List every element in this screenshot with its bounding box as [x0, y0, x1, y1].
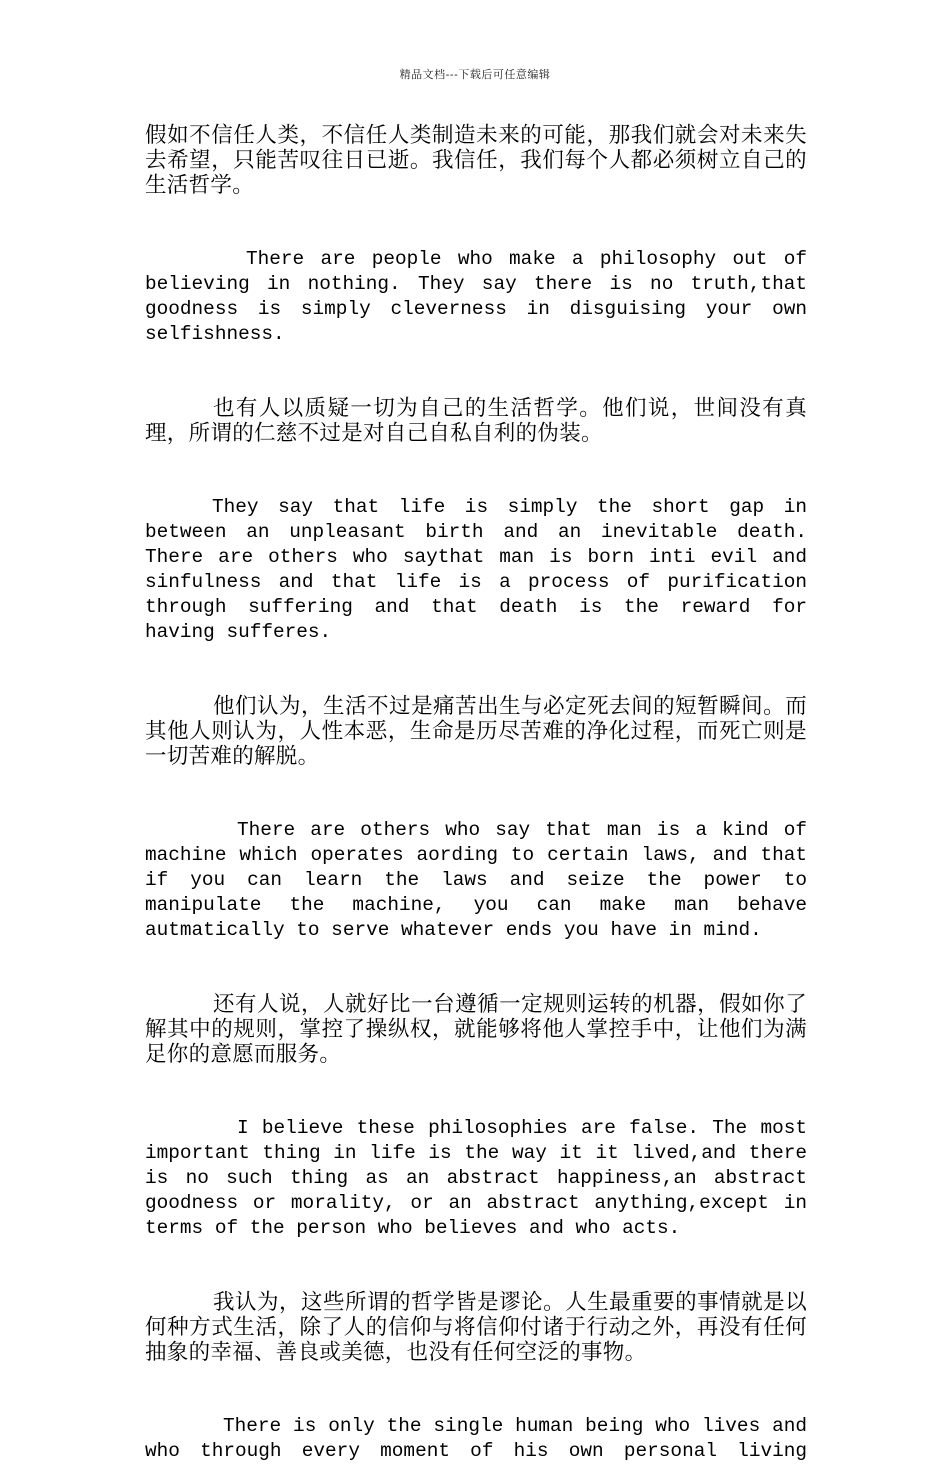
paragraph-en-2: They say that life is simply the short gap in between an unpleasant birth and an inevitable death. There are others who saythat man is born inti evil and sinfulness and that life is a process of purification through suffering and that death is the reward for having sufferes.	[145, 496, 807, 643]
page-header: 精品文档---下载后可任意编辑	[399, 68, 551, 81]
paragraph-zh-3: 他们认为，生活不过是痛苦出生与必定死去间的短暂瞬间。而其他人则认为，人性本恶，生命是历尽苦难的净化过程，而死亡则是一切苦难的解脱。	[145, 694, 807, 769]
paragraph-zh-4: 还有人说，人就好比一台遵循一定规则运转的机器，假如你了解其中的规则，掌控了操纵权，就能够将他人掌控手中，让他们为满足你的意愿而服务。	[145, 992, 807, 1067]
paragraph-zh-1: 假如不信任人类，不信任人类制造未来的可能，那我们就会对未来失去希望，只能苦叹往日已逝。我信任，我们每个人都必须树立自己的生活哲学。	[145, 123, 807, 198]
paragraph-en-3: There are others who say that man is a kind of machine which operates aording to certain laws, and that if you can learn the laws and seize the power to manipulate the machine, you can make man behave autmatically to serve whatever ends you have in mind.	[145, 819, 807, 941]
document-body	[145, 123, 807, 1464]
paragraph-zh-5: 我认为，这些所谓的哲学皆是谬论。人生最重要的事情就是以何种方式生活，除了人的信仰与将信仰付诸于行动之外，再没有任何抽象的幸福、善良或美德，也没有任何空泛的事物。	[145, 1290, 807, 1365]
paragraph-en-1: There are people who make a philosophy out of believing in nothing. They say there is no truth,that goodness is simply cleverness in disguising your own selfishness.	[145, 248, 807, 345]
paragraph-en-4: I believe these philosophies are false. The most important thing in life is the way it it lived,and there is no such thing as an abstract happiness,an abstract goodness or morality, or an abstract anything,except in terms of the person who believes and who acts.	[145, 1117, 807, 1239]
paragraph-en-5: There is only the single human being who lives and who through every moment of his own personal living	[145, 1415, 807, 1462]
paragraph-zh-2: 也有人以质疑一切为自己的生活哲学。他们说，世间没有真理，所谓的仁慈不过是对自己自私自利的伪装。	[145, 396, 807, 446]
